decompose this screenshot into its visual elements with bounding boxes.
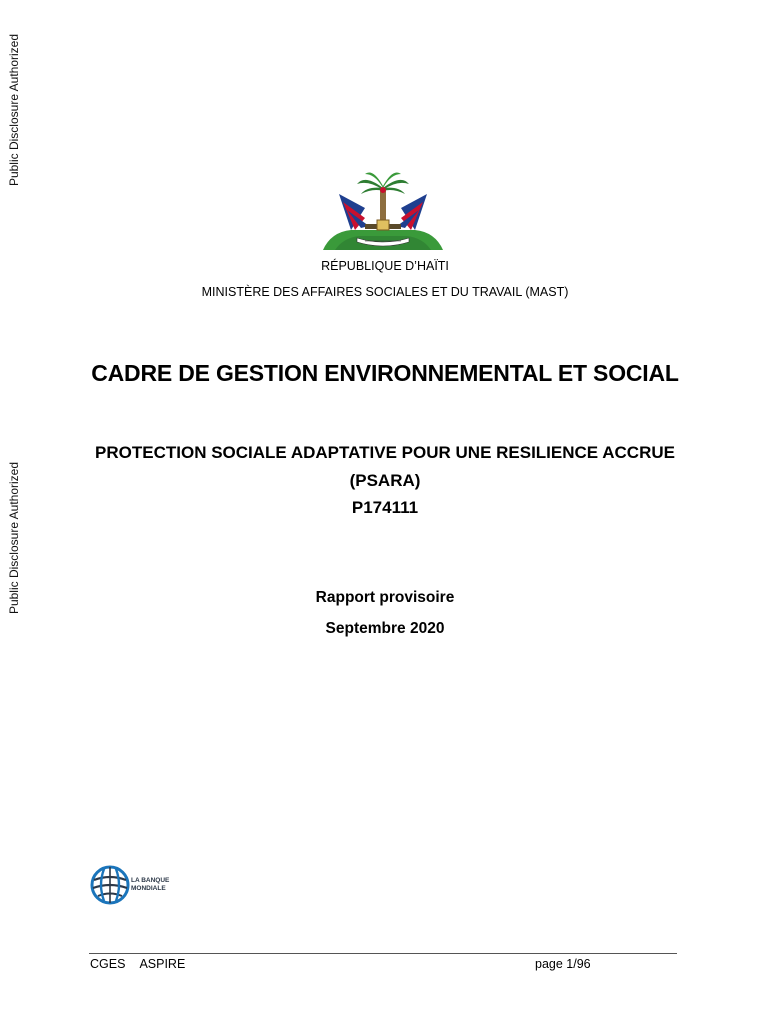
subtitle-line-2: (PSARA): [349, 471, 421, 490]
footer-left: [90, 957, 185, 971]
subtitle-line-1: PROTECTION SOCIALE ADAPTATIVE POUR UNE RESILIENCE ACCRUE: [95, 443, 675, 462]
footer-page-number: page 1/96: [535, 957, 591, 971]
disclosure-stamp-text: Public Disclosure Authorized: [7, 33, 22, 187]
haiti-coat-of-arms-icon: [321, 168, 445, 252]
disclosure-stamp-top: [0, 22, 28, 198]
footer-divider: [89, 953, 677, 954]
footer-program: ASPIRE: [139, 957, 186, 971]
ministry-name: MINISTÈRE DES AFFAIRES SOCIALES ET DU TRAVAIL (MAST): [201, 285, 569, 299]
document-title: CADRE DE GESTION ENVIRONNEMENTAL ET SOCIAL: [91, 360, 679, 386]
republic-name: RÉPUBLIQUE D’HAÏTI: [321, 259, 449, 273]
project-code: P174111: [351, 498, 419, 517]
disclosure-stamp-text: Public Disclosure Authorized: [7, 461, 22, 615]
footer-doc-abbrev: CGES: [90, 957, 126, 971]
report-date: Septembre 2020: [325, 620, 445, 637]
world-bank-logo-text: LA BANQUE MONDIALE: [131, 877, 170, 892]
document-subtitle: [0, 439, 770, 495]
report-type: Rapport provisoire: [315, 589, 455, 606]
